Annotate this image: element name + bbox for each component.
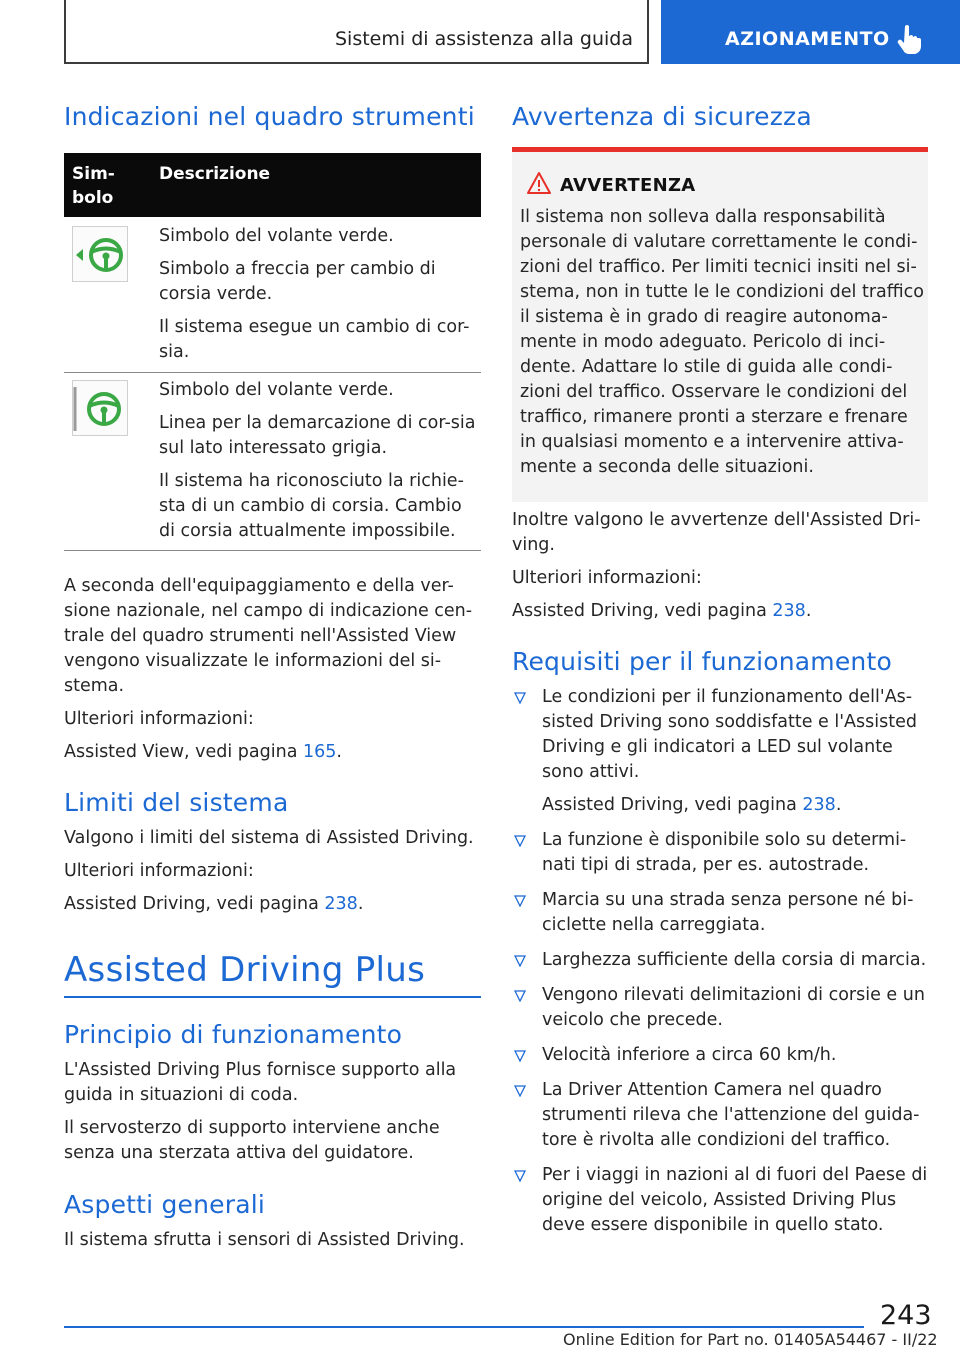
list-item: Marcia su una strada senza persone né bi-ciclette nella carreggiata. — [512, 888, 930, 938]
table-row-2-line-2: Linea per la demarcazione di cor-sia sul lato interessato grigia. — [159, 413, 476, 458]
reference-assisted-driving: Assisted Driving, vedi pagina 238. — [512, 601, 812, 621]
header-chapter-box — [661, 0, 960, 64]
warning-title: AVVERTENZA — [560, 175, 696, 196]
heading-safety: Avvertenza di sicurezza — [512, 102, 812, 131]
warning-bar — [512, 147, 928, 152]
header-section-box — [64, 0, 649, 64]
bullet-triangle-icon — [514, 895, 526, 907]
display-paragraph: A seconda dell'equipaggiamento e della ver-sione nazionale, nel campo di indicazione cen-trale del quadro strumenti nell'Assisted View vengono visualizzate le informazioni del si-stema. — [64, 576, 473, 696]
table-bottom-divider — [64, 550, 481, 551]
bullet-triangle-icon — [514, 692, 526, 704]
heading-general: Aspetti generali — [64, 1190, 266, 1219]
reference-assisted-view: Assisted View, vedi pagina 165. — [64, 742, 342, 762]
general-paragraph: Il sistema sfrutta i sensori di Assisted Driving. — [64, 1230, 465, 1250]
heading-display: Indicazioni nel quadro strumenti — [64, 102, 475, 131]
limits-paragraph: Valgono i limiti del sistema di Assisted Driving. — [64, 828, 474, 848]
table-row-divider — [64, 372, 481, 373]
header-section-title: Sistemi di assistenza alla guida — [334, 28, 633, 50]
table-row-1-text — [159, 224, 481, 365]
heading-main: Assisted Driving Plus — [64, 950, 426, 990]
list-item: Per i viaggi in nazioni al di fuori del Paese di origine del veicolo, Assisted Driving Plus deve essere disponibile in quello stato. — [512, 1163, 930, 1238]
principle-paragraph-1: L'Assisted Driving Plus fornisce supporto alla guida in situazioni di coda. — [64, 1060, 457, 1105]
table-row-1-line-2: Simbolo a freccia per cambio di corsia verde. — [159, 259, 436, 304]
page-link-238[interactable]: 238 — [772, 601, 806, 621]
page-number: 243 — [880, 1300, 932, 1331]
hand-pointer-icon — [897, 24, 923, 54]
list-item: La funzione è disponibile solo su determi-nati tipi di strada, per es. autostrade. — [512, 828, 930, 878]
bullet-triangle-icon — [514, 1050, 526, 1062]
table-row-2-line-1: Simbolo del volante verde. — [159, 380, 394, 400]
page-link-238[interactable]: 238 — [802, 795, 836, 815]
heading-rule — [64, 996, 481, 998]
more-info-label: Ulteriori informazioni: — [64, 861, 254, 881]
bullet-triangle-icon — [514, 1085, 526, 1097]
table-header — [64, 153, 481, 217]
steering-wheel-arrow-icon — [72, 226, 128, 282]
principle-paragraph-2: Il servosterzo di supporto interviene anche senza una sterzata attiva del guidatore. — [64, 1118, 440, 1163]
principle-section — [64, 1058, 481, 1166]
table-header-description: Descrizione — [159, 164, 271, 184]
edition-note: Online Edition for Part no. 01405A54467 - II/22 — [563, 1330, 938, 1349]
steering-wheel-line-icon — [72, 380, 128, 436]
heading-limits: Limiti del sistema — [64, 788, 289, 817]
table-header-symbol: Sim- bolo — [72, 164, 115, 208]
list-item: Larghezza sufficiente della corsia di marcia. — [512, 948, 930, 973]
bullet-triangle-icon — [514, 990, 526, 1002]
bullet-triangle-icon — [514, 955, 526, 967]
list-item: La Driver Attention Camera nel quadro strumenti rileva che l'attenzione del guida-tore è rivolta alle condizioni del traffico. — [512, 1078, 930, 1153]
safety-extra-section — [512, 508, 928, 624]
list-item: Le condizioni per il funzionamento dell'As-sisted Driving sono soddisfatte e l'Assisted Driving e gli indicatori a LED sul volante sono attivi. Assisted Driving, vedi pagina 238. — [512, 685, 930, 818]
warning-triangle-icon — [526, 171, 552, 195]
general-section — [64, 1228, 481, 1253]
footer-rule — [64, 1326, 864, 1328]
heading-requirements: Requisiti per il funzionamento — [512, 647, 892, 676]
list-item: Velocità inferiore a circa 60 km/h. — [512, 1043, 930, 1068]
more-info-label: Ulteriori informazioni: — [64, 709, 254, 729]
reference-assisted-driving: Assisted Driving, vedi pagina 238. — [64, 894, 364, 914]
bullet-triangle-icon — [514, 835, 526, 847]
table-row-2-text — [159, 378, 481, 544]
page-link-165[interactable]: 165 — [302, 742, 337, 762]
list-item: Vengono rilevati delimitazioni di corsie e un veicolo che precede. — [512, 983, 930, 1033]
page-link-238[interactable]: 238 — [324, 894, 358, 914]
heading-principle: Principio di funzionamento — [64, 1020, 403, 1049]
warning-text: Il sistema non solleva dalla responsabilità personale di valutare correttamente le condi-zioni del traffico. Per limiti tecnici insiti nel si-stema, non in tutte le le condizioni del traffico il sistema è in grado di reagire autonoma-mente in modo adeguato. Pericolo di inci-dente. Adattare lo stile di guida alle condi-zioni del traffico. Osservare le condizioni del traffico, rimanere pronti a sterzare e frenare in qualsiasi momento e a intervenire attiva-mente a seconda delle situazioni. — [520, 207, 924, 477]
table-row-1-line-1: Simbolo del volante verde. — [159, 226, 394, 246]
table-row-2-line-3: Il sistema ha riconosciuto la richie-sta di un cambio di corsia. Cambio di corsia attualmente impossibile. — [159, 471, 464, 541]
requirements-list — [512, 685, 930, 1238]
safety-also-paragraph: Inoltre valgono le avvertenze dell'Assisted Dri-ving. — [512, 510, 921, 555]
header-chapter-title: AZIONAMENTO — [725, 28, 890, 50]
more-info-label: Ulteriori informazioni: — [512, 568, 702, 588]
bullet-triangle-icon — [514, 1170, 526, 1182]
warning-box — [512, 147, 928, 502]
display-section — [64, 574, 481, 765]
limits-section — [64, 826, 481, 917]
table-row-1-line-3: Il sistema esegue un cambio di cor-sia. — [159, 317, 470, 362]
